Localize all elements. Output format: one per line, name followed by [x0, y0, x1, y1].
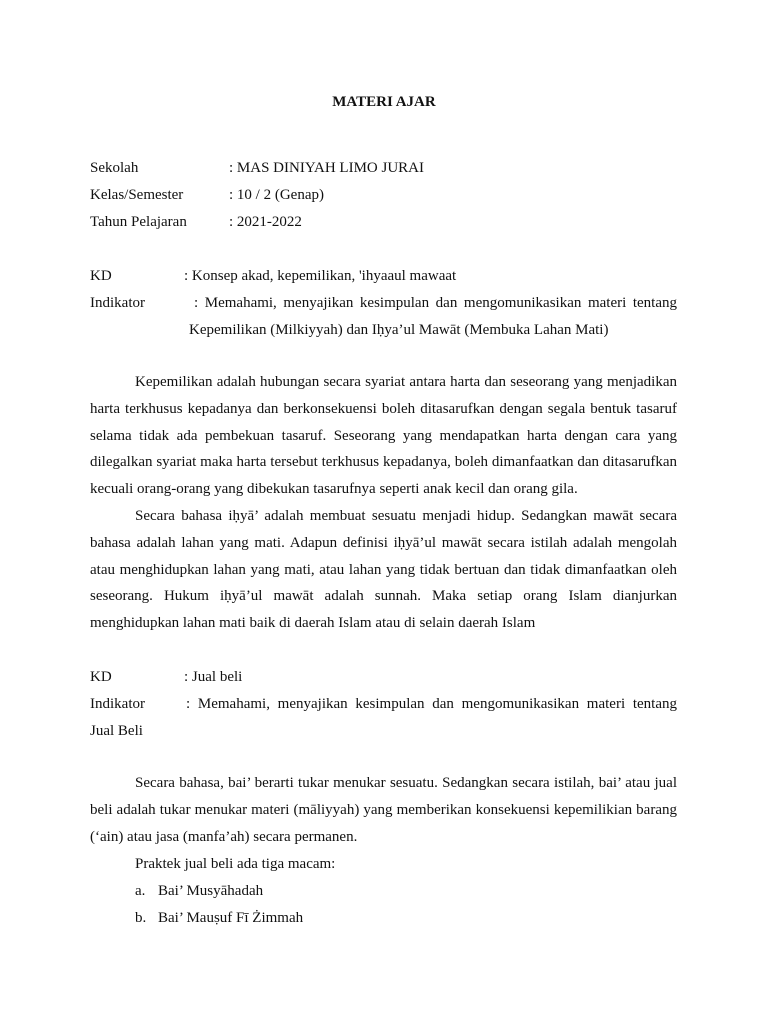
tahun-label: Tahun Pelajaran [90, 214, 187, 230]
paragraph-kepemilikan: Kepemilikan adalah hubungan secara syariat antara harta dan seseorang yang menjadikan harta terkhusus kepadanya dan berkonsekuensi boleh ditasarufkan dengan segala bentuk tasaruf selama tidak ada pembekuan tasaruf. Seseorang yang mendapatkan harta dengan cara yang dilegalkan syariat maka harta tersebut terkhusus kepadanya, boleh dimanfaatkan dan ditasarufkan kecuali orang-orang yang dibekukan tasarufnya seperti anak kecil dan orang gila. [90, 374, 677, 498]
indikator-value-line2: Kepemilikan (Milkiyyah) dan Iḥya’ul Mawāt (Membuka Lahan Mati) [189, 322, 609, 338]
kd-value: : Jual beli [184, 669, 243, 685]
sekolah-value: : MAS DINIYAH LIMO JURAI [229, 160, 424, 176]
indikator-value-line1: : Memahami, menyajikan kesimpulan dan mengomunikasikan materi tentang [194, 295, 677, 311]
kd-value: : Konsep akad, kepemilikan, 'ihyaaul mawaat [184, 268, 457, 284]
list-item: Bai’ Mauṣuf Fī Żimmah [158, 910, 304, 926]
kd-label: KD [90, 669, 112, 685]
indikator-value-line2: Jual Beli [90, 723, 143, 739]
kelas-value: : 10 / 2 (Genap) [229, 187, 324, 203]
list-item: Bai’ Musyāhadah [158, 883, 264, 899]
kd-label: KD [90, 268, 112, 284]
list-marker: b. [135, 910, 147, 926]
list-intro: Praktek jual beli ada tiga macam: [135, 856, 336, 872]
kelas-label: Kelas/Semester [90, 187, 184, 203]
tahun-value: : 2021-2022 [229, 214, 302, 230]
indikator-label: Indikator [90, 295, 145, 311]
sekolah-label: Sekolah [90, 160, 139, 176]
paragraph-jual-beli: Secara bahasa, bai’ berarti tukar menukar sesuatu. Sedangkan secara istilah, bai’ atau jual beli adalah tukar menukar materi (māliyyah) yang memberikan konsekuensi kepemilikian barang (‘ain) atau jasa (manfa’ah) secara permanen. [90, 775, 677, 845]
document-title: MATERI AJAR [332, 94, 436, 110]
indikator-label: Indikator [90, 696, 145, 712]
list-marker: a. [135, 883, 146, 899]
indikator-value-line1: : Memahami, menyajikan kesimpulan dan mengomunikasikan materi tentang [186, 696, 677, 712]
paragraph-ihyaul-mawat: Secara bahasa iḥyā’ adalah membuat sesuatu menjadi hidup. Sedangkan mawāt secara bahasa adalah lahan yang mati. Adapun definisi iḥyā’ul mawāt secara istilah adalah mengolah atau menghidupkan lahan yang mati, atau lahan yang tidak bertuan dan tidak dimanfaatkan oleh seseorang. Hukum iḥyā’ul mawāt adalah sunnah. Maka setiap orang Islam dianjurkan menghidupkan lahan mati baik di daerah Islam atau di selain daerah Islam [90, 508, 677, 632]
